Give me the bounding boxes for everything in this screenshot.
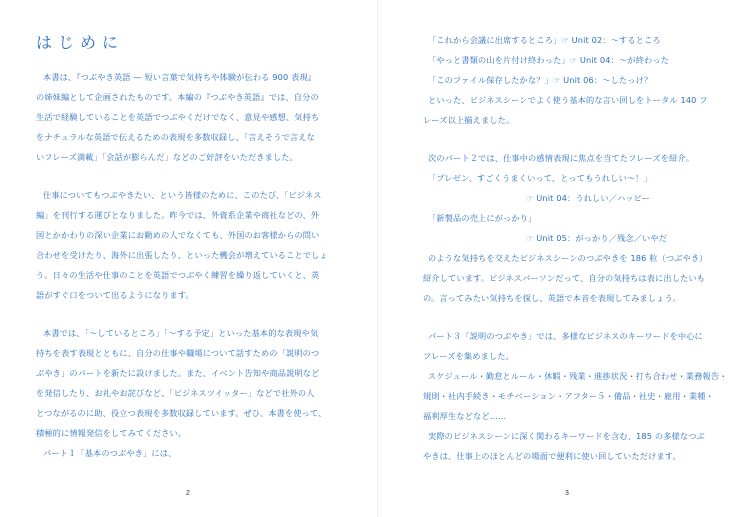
page-number: 3 <box>565 490 569 497</box>
body-line: 「新製品の売上にがっかり」 <box>428 213 537 223</box>
body-line: スケジュール・勤怠とルール・休暇・残業・進捗状況・打ち合わせ・業務報告・ <box>428 371 728 381</box>
body-line: 国とかかわりの深い企業にお勤めの人でなくても、外国のお客様からの問い <box>36 230 320 240</box>
body-line: いフレーズ満載」「会話が膨らんだ」などのご好評をいただきました。 <box>36 152 298 162</box>
body-line: 紹介しています。ビジネスパーソンだって、自分の気持ちは表に出したいも <box>423 273 706 283</box>
body-line: をナチュラルな英語で伝えるための表現を多数収録し、「言えそうで言えな <box>36 132 315 142</box>
body-line: のような気持ちを交えたビジネスシーンのつぶやきを 186 粒（つぶやき） <box>428 253 708 263</box>
page-number: 2 <box>186 490 190 497</box>
body-line: の姉妹編として企画されたものです。本編の『つぶやき英語』では、自分の <box>36 92 319 102</box>
body-line: 生活で経験していることを英語でつぶやくだけでなく、意見や感想、気持ち <box>36 112 320 122</box>
body-line: 「このファイル保存したかな？」☞ Unit 06：〜したっけ？ <box>428 75 653 85</box>
body-line: 規則・社内手続き・モチベーション・アフター５・備品・社史・雇用・業種・ <box>423 391 714 401</box>
body-line: パート１「基本のつぶやき」には、 <box>43 448 177 458</box>
body-line: 積極的に情報発信をしてみてください。 <box>36 428 187 438</box>
body-line: 編」を刊行する運びとなりました。昨今では、外資系企業や商社などの、外 <box>36 210 320 220</box>
body-line: ☞ Unit 04：うれしい／ハッピー <box>526 193 651 203</box>
left-page <box>0 0 377 517</box>
body-line: 本書では、「〜しているところ」「〜する予定」といった基本的な表現や気 <box>43 328 319 338</box>
body-line: パート３「説明のつぶやき」では、多様なビジネスのキーワードを中心に <box>428 331 703 341</box>
body-line: 実際のビジネスシーンに深く関わるキーワードを含む、185 の多様なつぶ <box>428 431 705 441</box>
body-line: 「これから会議に出席するところ」☞ Unit 02：〜するところ <box>428 35 661 45</box>
body-line: 「やっと書類の山を片付け終わった」☞ Unit 04：〜が終わった <box>428 55 669 65</box>
body-line: ぶやき」のパートを新たに設けました。また、イベント告知や商品説明など <box>36 368 320 378</box>
body-line: 語がすぐ口をついて出るようになります。 <box>36 290 194 300</box>
body-line: を発信したり、お礼やお詫びなど、「ビジネスツイッター」などで社外の人 <box>36 388 315 398</box>
page-heading: はじめに <box>36 33 125 52</box>
body-line: 本書は、『つぶやき英語 ― 短い言葉で気持ちや体験が伝わる 900 表現』 <box>43 72 317 82</box>
body-line: 「プレゼン、すごくうまくいって、とってもうれしい〜！」 <box>428 173 652 183</box>
body-line: 仕事についてもつぶやきたい、という皆様のために、このたび、「ビジネス <box>43 190 322 200</box>
body-line: 合わせを受けたり、海外に出張したり、といった機会が増えていることでしょ <box>36 250 328 260</box>
body-line: ☞ Unit 05：がっかり／残念／いやだ <box>526 233 668 243</box>
body-line: とつながるのに助、役立つ表現を多数収録しています。ぜひ、本書を使って、 <box>36 408 327 418</box>
body-line: の。言ってみたい気持ちを探し、英語で本音を表現してみましょう。 <box>423 293 682 303</box>
body-line: 次のパート２では、仕事中の感情表現に焦点を当てたフレーズを紹介。 <box>428 153 695 163</box>
body-line: フレーズを集めました。 <box>423 351 514 361</box>
body-line: 福利厚生などなど…… <box>423 411 507 421</box>
body-line: 持ちを表す表現とともに、自分の仕事や職場について話すための「説明のつ <box>36 348 320 358</box>
body-line: といった、ビジネスシーンでよく使う基本的な言い回しをトータル 140 フ <box>428 95 708 105</box>
right-page <box>378 0 755 517</box>
body-line: やきは、仕事上のほとんどの場面で便利に使い回していただけます。 <box>423 451 681 461</box>
body-line: う。日々の生活や仕事のことを英語でつぶやく練習を繰り返していくと、英 <box>36 270 320 280</box>
body-line: レーズ以上揃えました。 <box>423 115 515 125</box>
